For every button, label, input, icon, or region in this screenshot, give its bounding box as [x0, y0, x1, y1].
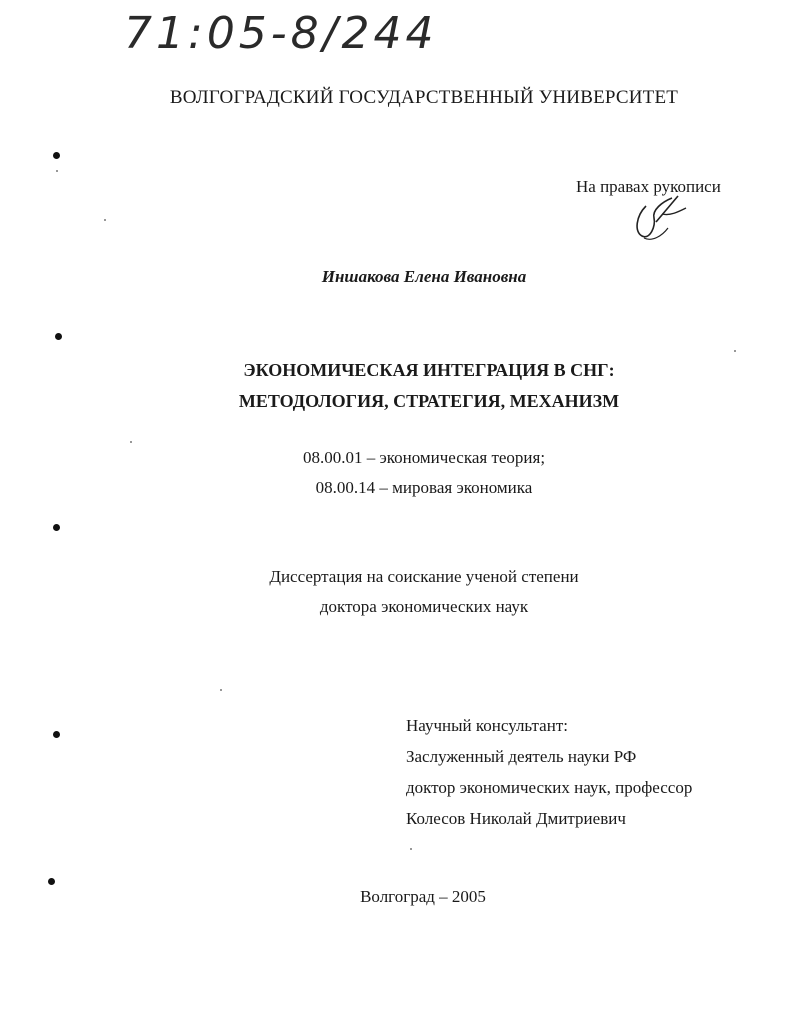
- scan-speck: [410, 848, 412, 850]
- binding-hole-mark: [53, 524, 60, 531]
- binding-hole-mark: [48, 878, 55, 885]
- scan-speck: [56, 170, 58, 172]
- scan-speck: [130, 441, 132, 443]
- advisor-label: Научный консультант:: [406, 716, 568, 735]
- signature-icon: [632, 192, 692, 244]
- degree-line-2: доктора экономических наук: [319, 597, 529, 616]
- degree-statement: [0, 562, 798, 622]
- advisor-degree: доктор экономических наук, профессор: [406, 778, 693, 797]
- archive-code-text: 71:05-8/244: [124, 8, 438, 59]
- binding-hole-mark: [55, 333, 62, 340]
- advisor-honor: Заслуженный деятель науки РФ: [406, 747, 637, 766]
- scientific-advisor: [406, 710, 692, 834]
- dissertation-title: [0, 355, 798, 417]
- author-name: Иншакова Елена Ивановна: [321, 267, 527, 286]
- binding-hole-mark: [53, 731, 60, 738]
- scan-speck: [220, 689, 222, 691]
- title-line-1: ЭКОНОМИЧЕСКАЯ ИНТЕГРАЦИЯ В СНГ:: [243, 360, 615, 380]
- title-line-2: МЕТОДОЛОГИЯ, СТРАТЕГИЯ, МЕХАНИЗМ: [238, 391, 620, 411]
- binding-hole-mark: [53, 152, 60, 159]
- university-name: ВОЛГОГРАДСКИЙ ГОСУДАРСТВЕННЫЙ УНИВЕРСИТЕТ: [169, 87, 679, 108]
- scan-speck: [104, 219, 106, 221]
- manuscript-rights: На правах рукописи: [576, 177, 721, 196]
- specialty-2: 08.00.14 – мировая экономика: [315, 478, 533, 497]
- handwritten-archive-code: [120, 2, 450, 62]
- specialty-1: 08.00.01 – экономическая теория;: [302, 448, 546, 467]
- degree-line-1: Диссертация на соискание ученой степени: [269, 567, 579, 586]
- advisor-name: Колесов Николай Дмитриевич: [406, 809, 626, 828]
- city-year: Волгоград – 2005: [360, 887, 486, 906]
- scan-speck: [734, 350, 736, 352]
- specialties: [0, 443, 798, 503]
